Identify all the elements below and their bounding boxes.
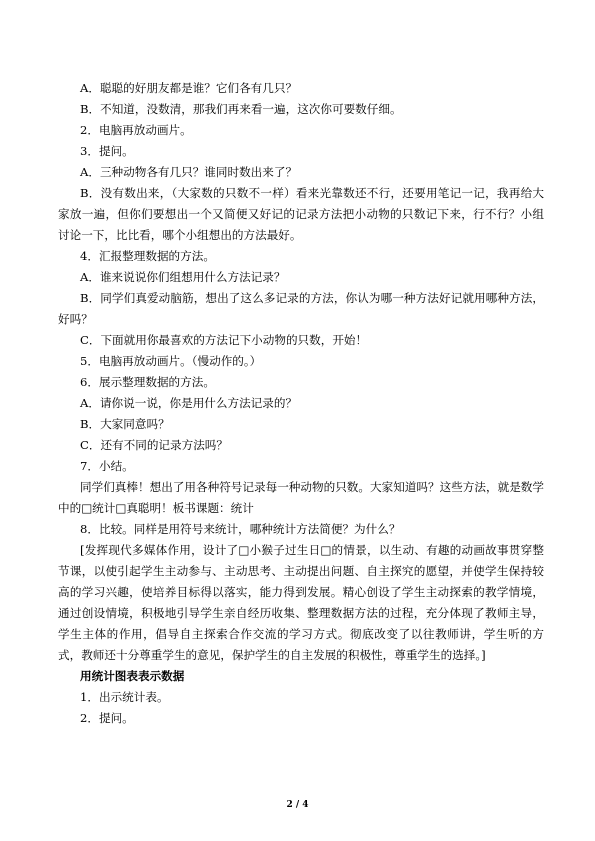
- paragraph: B．不知道，没数清，那我们再来看一遍，这次你可要数仔细。: [80, 102, 402, 116]
- page-number: 2 / 4: [286, 800, 309, 810]
- paragraph: 5．电脑再放动画片。（慢动作的。）: [80, 354, 262, 368]
- paragraph: C．下面就用你最喜欢的方法记下小动物的只数，开始！: [80, 333, 368, 347]
- paragraph: 8．比较。同样是用符号来统计，哪种统计方法简便？为什么？: [80, 522, 401, 536]
- paragraph: B．同学们真爱动脑筋，想出了这么多记录的方法，你认为哪一种方法好记就用哪种方法，好吗？: [58, 291, 544, 326]
- paragraph: A．三种动物各有几只？谁同时数出来了？: [80, 165, 298, 179]
- paragraph: B．没有数出来，（大家数的只数不一样）看来光靠数还不行，还要用笔记一记，我再给大家放一遍，但你们要想出一个又简便又好记的记录方法把小动物的只数记下来，行不行？小组讨论一下，比比看，哪个小组想出的方法最好。: [58, 186, 544, 242]
- paragraph: 4．汇报整理数据的方法。: [80, 249, 215, 263]
- paragraph: A．谁来说说你们组想用什么方法记录？: [80, 270, 286, 284]
- paragraph: 7．小结。: [80, 459, 134, 473]
- paragraph: 2．电脑再放动画片。: [80, 123, 192, 137]
- design-note-paragraph: [发挥现代多媒体作用，设计了□小猴子过生日□的情景，以生动、有趣的动画故事贯穿整节课，以使引起学生主动参与、主动思考、主动提出问题、自主探究的愿望，并使学生保持较高的学习兴趣，使培养目标得以落实，能力得到发展。精心创设了学生主动探索的教学情境，通过创设情境，积极地引导学生亲自经历收集、整理数据方法的过程，充分体现了教师主导，学生主体的作用，倡导自主探索合作交流的学习方式。彻底改变了以往教师讲，学生听的方式，教师还十分尊重学生的意见，保护学生的自主发展的积极性，尊重学生的选择。]: [58, 543, 544, 662]
- paragraph: 1．出示统计表。: [80, 690, 169, 704]
- paragraph: C．还有不同的记录方法吗？: [80, 438, 228, 452]
- paragraph: 6．展示整理数据的方法。: [80, 375, 215, 389]
- paragraph: 2．提问。: [80, 711, 134, 725]
- paragraph: 同学们真棒！想出了用各种符号记录每一种动物的只数。大家知道吗？这些方法，就是数学中的□统计□真聪明！板书课题：统计: [58, 480, 544, 515]
- paragraph: A．请你说一说，你是用什么方法记录的？: [80, 396, 298, 410]
- paragraph: 3．提问。: [80, 144, 134, 158]
- section-heading: 用统计图表表示数据: [80, 669, 185, 683]
- paragraph: B．大家同意吗？: [80, 417, 170, 431]
- paragraph: A．聪聪的好朋友都是谁？它们各有几只？: [80, 81, 298, 95]
- document-body: [58, 78, 544, 729]
